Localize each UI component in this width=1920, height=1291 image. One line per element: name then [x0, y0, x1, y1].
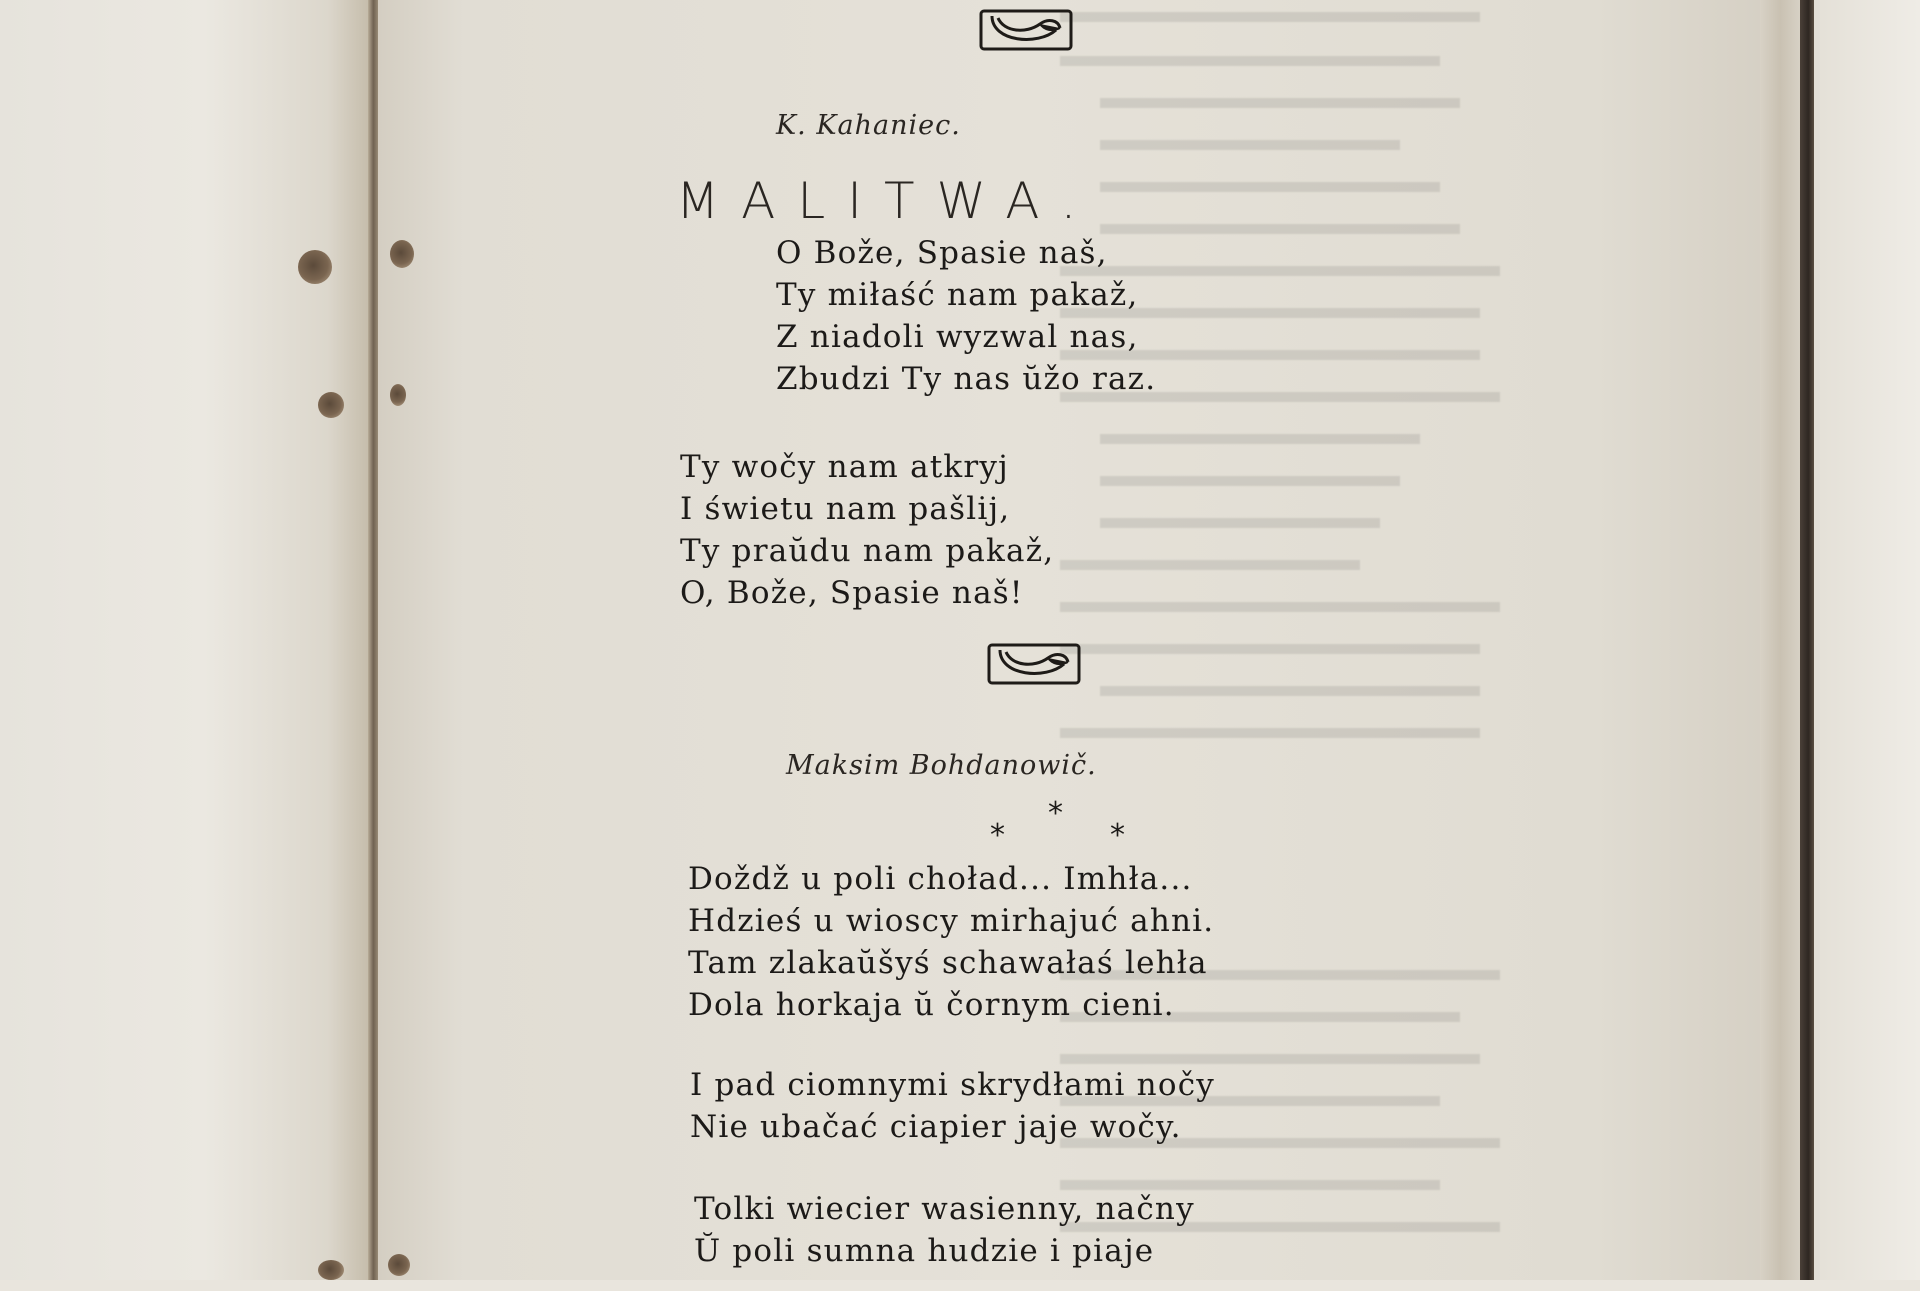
poem1-author: K. Kahaniec.: [776, 110, 961, 141]
ornament-top: [978, 6, 1074, 54]
verse-line: Nie ubačać ciapier jaje wočy.: [690, 1109, 1182, 1145]
poem2-author: Maksim Bohdanowič.: [786, 750, 1097, 781]
ornament-middle: [986, 640, 1082, 688]
poem2-stanza-3: [694, 1188, 1195, 1272]
verse-line: Tolki wiecier wasienny, načny: [694, 1191, 1195, 1227]
asterism-star: *: [1110, 818, 1125, 853]
poem2-stanza-1: [688, 858, 1214, 1026]
poem1-stanza-2: [680, 446, 1054, 614]
verse-line: Ty wočy nam atkryj: [680, 449, 1009, 485]
verse-line: Ty praŭdu nam pakaž,: [680, 533, 1055, 569]
asterism: [980, 796, 1140, 853]
verse-line: Doždž u poli choład... Imhła...: [688, 861, 1193, 897]
poem1-title: MALITWA.: [676, 172, 1099, 230]
verse-line: Dola horkaja ŭ čornym cieni.: [688, 987, 1175, 1023]
verse-line: I pad ciomnymi skrydłami nočy: [690, 1067, 1215, 1103]
verse-line: Zbudzi Ty nas ŭžo raz.: [776, 361, 1157, 397]
verse-line: Z niadoli wyzwal nas,: [776, 319, 1139, 355]
verse-line: O Bože, Spasie naš,: [776, 235, 1108, 271]
poem2-stanza-2: [690, 1064, 1215, 1148]
asterism-star: *: [990, 818, 1005, 853]
verse-line: O, Bože, Spasie naš!: [680, 575, 1024, 611]
verse-line: Ty miłaść nam pakaž,: [776, 277, 1139, 313]
verse-line: I świetu nam pašlij,: [680, 491, 1011, 527]
verse-line: Ŭ poli sumna hudzie i piaje: [694, 1233, 1155, 1269]
verse-line: Tam zlakaŭšyś schawałaś lehła: [688, 945, 1208, 981]
verse-line: Hdzieś u wioscy mirhajuć ahni.: [688, 903, 1215, 939]
asterism-star: *: [1048, 796, 1063, 831]
poem1-stanza-1: [776, 232, 1156, 400]
